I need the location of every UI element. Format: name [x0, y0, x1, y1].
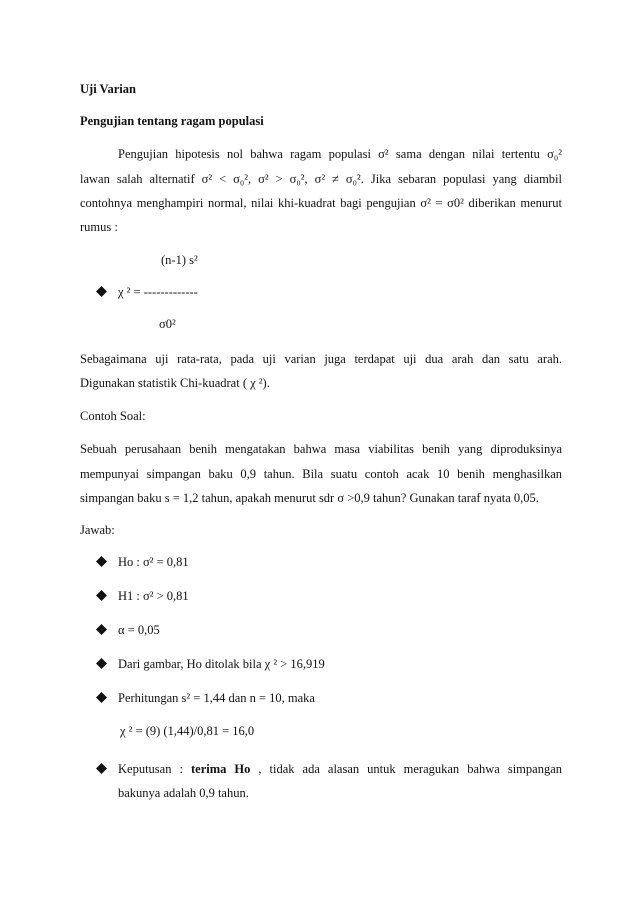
- page-title: Uji Varian: [80, 82, 136, 96]
- decision-bold: terima Ho: [190, 762, 251, 776]
- answer-heading: Jawab:: [80, 523, 115, 537]
- formula-denominator: σ0²: [159, 317, 176, 331]
- diamond-bullet-icon: [96, 692, 107, 703]
- answer-reject: Dari gambar, Ho ditolak bila χ ² > 16,919: [118, 657, 325, 671]
- intro-line-2: lawan salah alternatif σ² < σ₀², σ² > σ₀², σ² ≠ σ₀². Jika sebaran populasi yang diambil: [80, 172, 562, 186]
- diamond-bullet-icon: [96, 658, 107, 669]
- decision-pre: Keputusan :: [118, 762, 191, 776]
- answer-alpha: α = 0,05: [118, 623, 160, 637]
- answer-decision-line-2: bakunya adalah 0,9 tahun.: [118, 786, 249, 800]
- diamond-bullet-icon: [96, 624, 107, 635]
- answer-calc: Perhitungan s² = 1,44 dan n = 10, maka: [118, 691, 315, 705]
- diamond-bullet-icon: [96, 286, 107, 297]
- example-heading: Contoh Soal:: [80, 409, 146, 423]
- example-line-2: mempunyai simpangan baku 0,9 tahun. Bila suatu contoh acak 10 benih menghasilkan: [80, 467, 562, 481]
- diamond-bullet-icon: [96, 763, 107, 774]
- decision-post: , tidak ada alasan untuk meragukan bahwa simpangan: [250, 762, 563, 776]
- intro-line-3: contohnya menghampiri normal, nilai khi-kuadrat bagi pengujian σ² = σ0² diberikan menurut: [80, 196, 562, 210]
- example-line-3: simpangan baku s = 1,2 tahun, apakah menurut sdr σ >0,9 tahun? Gunakan taraf nyata 0,05.: [80, 491, 539, 505]
- explain-line-1: Sebagaimana uji rata-rata, pada uji varian juga terdapat uji dua arah dan satu arah.: [80, 352, 562, 366]
- diamond-bullet-icon: [96, 556, 107, 567]
- intro-line-1: Pengujian hipotesis nol bahwa ragam populasi σ² sama dengan nilai tertentu σ₀²: [118, 147, 562, 161]
- formula-numerator: (n-1) s²: [161, 253, 198, 267]
- answer-decision: [118, 761, 562, 777]
- answer-h1: H1 : σ² > 0,81: [118, 589, 189, 603]
- formula-lhs: χ ² = -------------: [118, 285, 198, 299]
- intro-line-4: rumus :: [80, 220, 118, 234]
- answer-calc-result: χ ² = (9) (1,44)/0,81 = 16,0: [120, 724, 255, 738]
- example-line-1: Sebuah perusahaan benih mengatakan bahwa masa viabilitas benih yang diproduksinya: [80, 442, 562, 456]
- explain-line-2: Digunakan statistik Chi-kuadrat ( χ ²).: [80, 376, 270, 390]
- diamond-bullet-icon: [96, 590, 107, 601]
- section-subtitle: Pengujian tentang ragam populasi: [80, 114, 264, 128]
- answer-ho: Ho : σ² = 0,81: [118, 555, 189, 569]
